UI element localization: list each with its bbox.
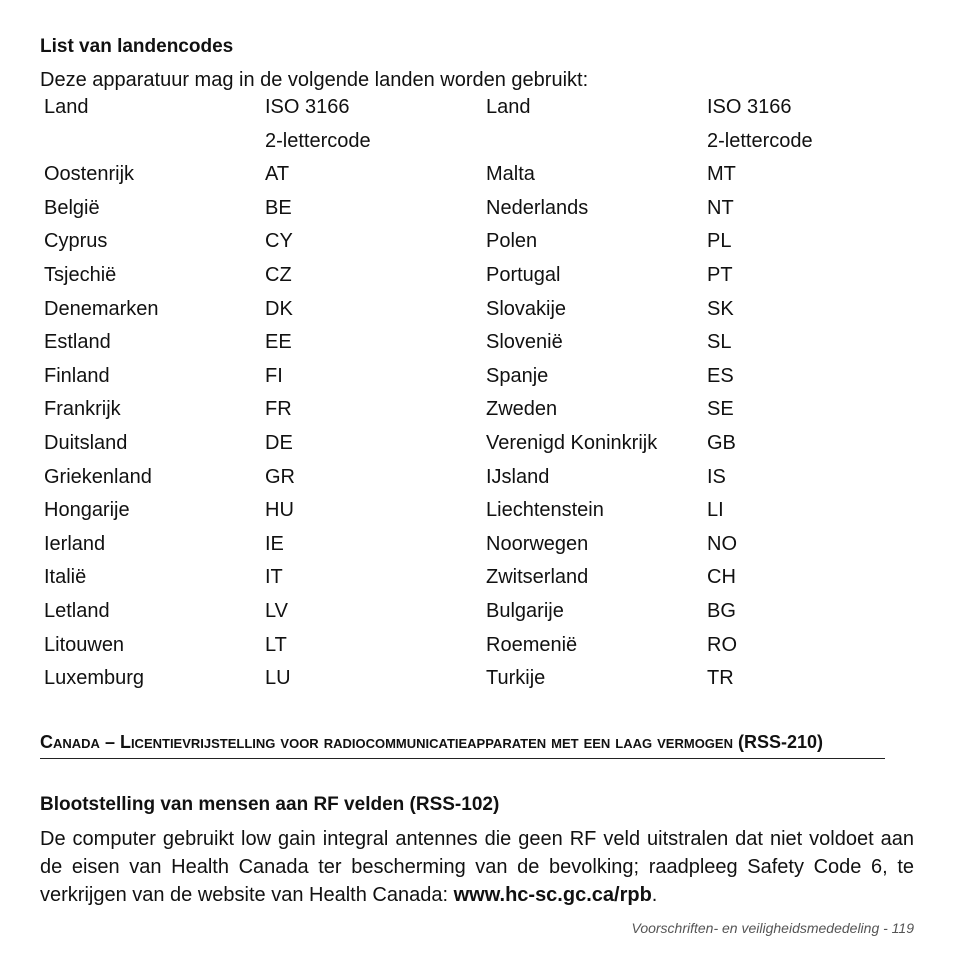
iso-code: DE [265,431,293,454]
country-name: Duitsland [44,431,128,454]
country-name: Italië [44,566,87,589]
iso-code: AT [265,163,290,186]
iso-code: IT [265,566,283,589]
country-codes-table [40,91,887,696]
iso-code-2: NO [707,532,737,555]
country-name: Cyprus [44,230,108,253]
section-heading-title: Canada – Licentievrijstelling voor radiocommunicatieapparaten met een laag vermogen [40,732,733,752]
table-row [40,293,887,327]
iso-code-2: BG [707,599,736,622]
iso-code: FI [265,364,283,387]
header-iso-2: ISO 3166 [707,96,792,118]
iso-code-2: SE [707,398,734,421]
country-codes-heading: List van landencodes [40,36,234,57]
iso-code: DK [265,297,293,320]
table-row [40,629,887,663]
header-iso-sub: 2-lettercode [265,129,371,152]
iso-code: BE [265,196,292,219]
table-row [40,158,887,192]
header-land: Land [44,96,89,118]
section-heading-suffix: (RSS-210) [732,732,824,752]
country-name-2: IJsland [486,465,550,488]
header-land-2-sub [482,125,703,159]
header-iso: ISO 3166 [265,96,350,118]
iso-code-2: CH [707,566,736,589]
document-page [40,0,914,954]
iso-code-2: GB [707,431,736,454]
country-name-2: Turkije [486,667,546,690]
iso-code-2: NT [707,196,734,219]
country-name: Oostenrijk [44,163,135,186]
country-name-2: Polen [486,230,538,253]
iso-code: GR [265,465,295,488]
table-row [40,528,887,562]
country-name-2: Noorwegen [486,532,589,555]
iso-code-2: SL [707,331,732,354]
country-name: Luxemburg [44,667,145,690]
country-name: Tsjechië [44,263,117,286]
country-name: Letland [44,599,110,622]
country-name-2: Zweden [486,398,558,421]
country-name-2: Spanje [486,364,549,387]
body-paragraph [40,825,914,909]
iso-code: CY [265,230,293,253]
iso-code-2: PT [707,263,733,286]
intro-text: Deze apparatuur mag in de volgende landen worden gebruikt: [40,69,589,91]
country-name-2: Slovakije [486,297,567,320]
country-name-2: Portugal [486,263,561,286]
iso-code: HU [265,499,294,522]
country-name-2: Slovenië [486,331,563,354]
country-codes-table-body [40,91,887,696]
iso-code: LV [265,599,288,622]
country-name: Ierland [44,532,106,555]
table-row [40,360,887,394]
header-land-2: Land [486,96,531,118]
country-name: Griekenland [44,465,152,488]
header-land-sub [40,125,261,159]
table-row [40,225,887,259]
table-row [40,259,887,293]
table-row [40,595,887,629]
country-name: Estland [44,331,111,354]
iso-code-2: SK [707,297,734,320]
iso-code: EE [265,331,292,354]
table-row [40,427,887,461]
country-name: Hongarije [44,499,130,522]
country-name-2: Zwitserland [486,566,589,589]
table-row [40,561,887,595]
table-header-row [40,91,887,125]
iso-code-2: PL [707,230,732,253]
table-row [40,461,887,495]
table-header-row-2 [40,125,887,159]
iso-code-2: ES [707,364,734,387]
country-name: Finland [44,364,110,387]
iso-code: LT [265,633,287,656]
table-row [40,192,887,226]
iso-code-2: MT [707,163,736,186]
country-name-2: Nederlands [486,196,589,219]
iso-code-2: LI [707,499,724,522]
country-name-2: Liechtenstein [486,499,604,522]
table-row [40,494,887,528]
section-heading [40,728,885,759]
iso-code-2: TR [707,667,734,690]
iso-code: LU [265,667,291,690]
country-name-2: Roemenië [486,633,578,656]
iso-code: FR [265,398,292,421]
country-name: Frankrijk [44,398,121,421]
iso-code: CZ [265,263,292,286]
health-canada-link[interactable]: www.hc-sc.gc.ca/rpb [453,884,652,906]
body-end: . [651,884,658,906]
iso-code-2: IS [707,465,726,488]
table-row [40,662,887,696]
country-name: België [44,196,100,219]
country-name-2: Bulgarije [486,599,564,622]
iso-code: IE [265,532,284,555]
header-iso-2-sub: 2-lettercode [707,129,813,152]
rf-exposure-heading: Blootstelling van mensen aan RF velden (RSS-102) [40,794,500,815]
country-name: Litouwen [44,633,125,656]
table-row [40,393,887,427]
table-row [40,326,887,360]
country-name-2: Malta [486,163,535,186]
country-name: Denemarken [44,297,159,320]
country-name-2: Verenigd Koninkrijk [486,431,658,454]
page-footer: Voorschriften- en veiligheidsmededeling - 119 [631,920,914,936]
body-text: De computer gebruikt low gain integral antennes die geen RF veld uitstralen dat niet voldoet aan de eisen van Health Canada ter bescherming van de bevolking; raadpleeg Safety Code 6, te verkrijgen van de website van Health Canada: [40,828,914,906]
iso-code-2: RO [707,633,737,656]
